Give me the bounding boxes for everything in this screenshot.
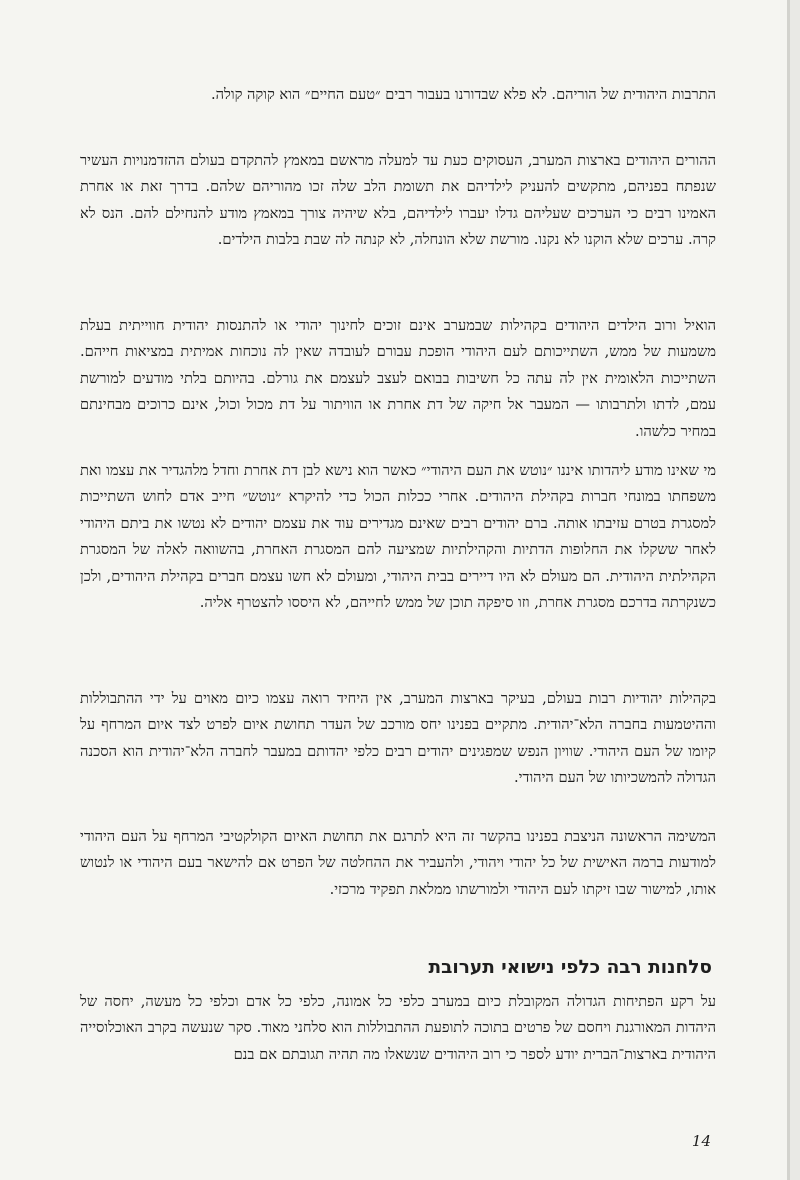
paragraph-leaving-jewish-people [80,458,716,616]
paragraph-text: מי שאינו מודע ליהדותו איננו ״נוטש את העם היהודי״ כאשר הוא נישא לבן דת אחרת וחדל מלהגדיר את עצמו ואת משפחתו במונחי חברות בקהילת היהודים. אחרי ככלות הכול כדי להיקרא ״נוטש״ חייב אדם לחוש השתייכות למסגרת בטרם עזיבתו אותה. ברם יהודים רבים שאינם מגדירים עוד את עצמם יהודים לא נטשו את ביתם היהודי לאחר ששקלו את החלופות הדתיות והקהילתיות שמציעה להם המסגרת האחרת, בהשוואה לאלה של המסגרת הקהילתית היהודית. הם מעולם לא היו דיירים בבית היהודי, ומעולם לא חשו עצמם חברים בקהילת היהודים, ולכן כשנקרתה בדרכם מסגרת אחרת, וזו סיפקה תוכן של ממש לחייהם, לא היססו להצטרף אליה. [80,462,716,612]
paragraph-first-task [80,824,716,903]
paragraph-text: על רקע הפתיחות הגדולה המקובלת כיום במערב כלפי כל אמונה, כלפי כל אדם וכלפי כל מעשה, יחסה של היהדות המאורגנת ויחסם של פרטים בתוכה לתופעת ההתבוללות הוא סלחני מאוד. סקר שנעשה בקרב האוכלוסייה היהודית בארצות־הברית יודע לספר כי רוב היהודים שנשאלו מה תהיה תגובתם אם בנם [80,993,716,1063]
paragraph-text: ההורים היהודים בארצות המערב, העסוקים כעת עד למעלה מראשם במאמץ להתקדם בעולם ההזדמנויות העשיר שנפתח בפניהם, מתקשים להעניק לילדיהם את תשומת הלב שלה זכו מהוריהם שלהם. בדרך זאת או אחרת האמינו רבים כי הערכים שעליהם גדלו יעברו לילדיהם, בלא שיהיה צורך במאמץ מודע להנחילם להם. הנס לא קרה. ערכים שלא הוקנו לא נקנו. מורשת שלא הונחלה, לא קנתה לה שבת בלבות הילדים. [80,152,716,249]
paragraph-text: המשימה הראשונה הניצבת בפנינו בהקשר זה היא לתרגם את תחושת האיום הקולקטיבי המרחף על העם היהודי למודעות ברמה האישית של כל יהודי ויהודי, ולהעביר את ההחלטה של הפרט אם להישאר בעם היהודי או לנטוש אותו, למישור שבו זיקתו לעם היהודי ולמורשתו ממלאת תפקיד מרכזי. [80,828,716,898]
section-heading: סלחנות רבה כלפי נישואי תערובת [428,957,712,978]
paragraph-assimilation-threat [80,686,716,792]
paragraph-tolerance-intermarriage [80,989,716,1068]
paragraph-text: הואיל ורוב הילדים היהודים בקהילות שבמערב אינם זוכים לחינוך יהודי או להתנסות יהודית חווייתית בעלת משמעות של ממש, השתייכותם לעם היהודי הופכת עבורם לעובדה שאין לה נוכחות אמיתית במציאות חייהם. השתייכות הלאומית אין לה עתה כל חשיבות בבואם לעצב לעצמם את גורלם. בהיותם בלתי מודעים למורשת עמם, לדתו ולתרבותו — המעבר אל חיקה של דת אחרת או הוויתור על דת מכול וכול, אינם כרוכים מבחינתם במחיר כלשהו. [80,317,716,440]
paragraph-jewish-education [80,313,716,445]
paragraph-text: בקהילות יהודיות רבות בעולם, בעיקר בארצות המערב, אין היחיד רואה עצמו כיום מאוים על ידי ההתבוללות וההיטמעות בחברה הלא־יהודית. מתקיים בפנינו יחס מורכב של העדר תחושת איום לפרט לצד איום המרחף על קיומו של העם היהודי. שוויון הנפש שמפגינים יהודים רבים כלפי יהדותם במעבר לחברה הלא־יהודית הוא הסכנה הגדולה להמשכיותו של העם היהודי. [80,690,716,787]
paragraph-culture-intro [80,82,716,108]
page-number: 14 [691,1132,711,1150]
paragraph-text: התרבות היהודית של הוריהם. לא פלא שבדורנו בעבור רבים ״טעם החיים״ הוא קוקה קולה. [211,86,716,103]
paragraph-jewish-parents [80,148,716,254]
